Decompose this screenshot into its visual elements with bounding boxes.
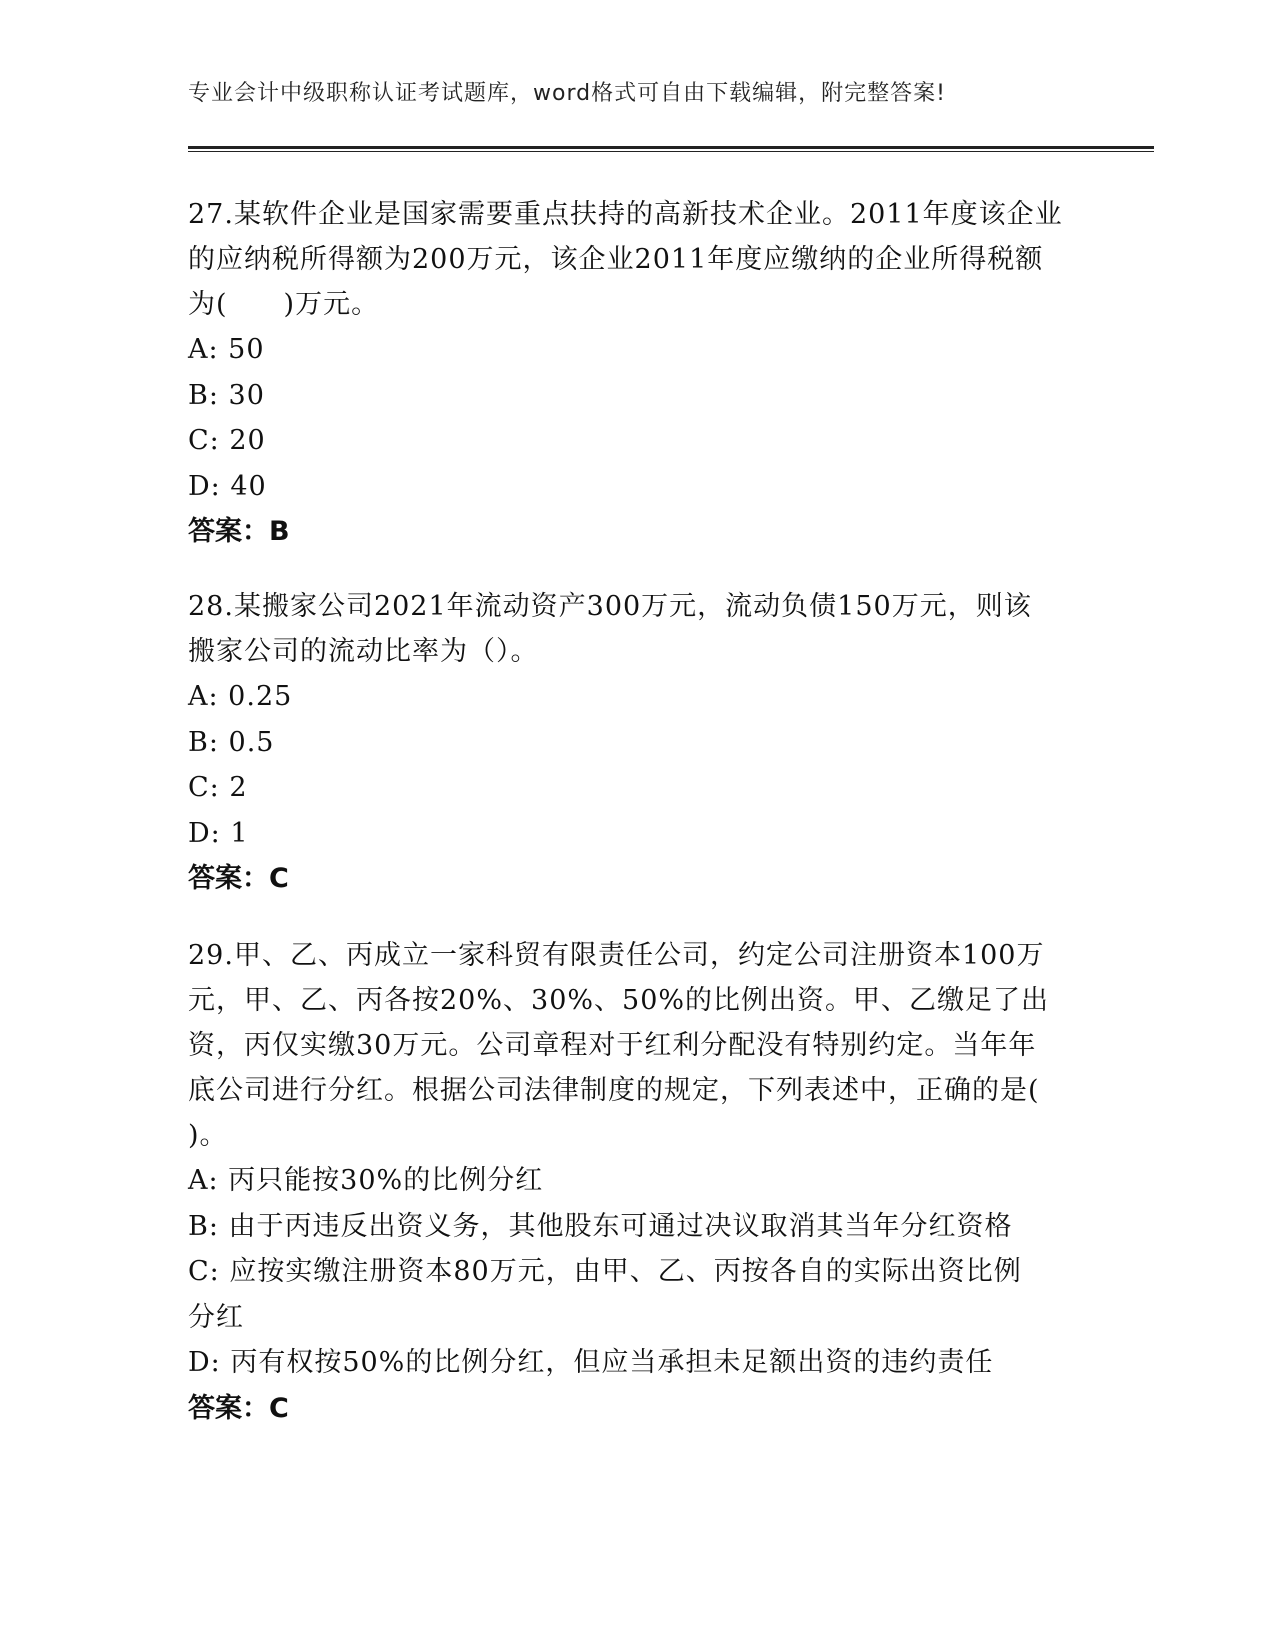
header-rule-thick: [188, 146, 1154, 149]
option-d: D: 40: [188, 470, 267, 502]
option-a: A: 丙只能按30%的比例分红: [188, 1165, 544, 1196]
question-line: 为( )万元。: [188, 289, 380, 320]
option-c: C: 20: [188, 425, 266, 456]
question-line: 资，丙仅实缴30万元。公司章程对于红利分配没有特别约定。当年年: [188, 1030, 1037, 1061]
option-a: A: 50: [188, 334, 265, 365]
option-b: B: 0.5: [188, 726, 275, 758]
question-28: [188, 584, 1088, 902]
question-line: 底公司进行分红。根据公司法律制度的规定，下列表述中，正确的是(: [188, 1075, 1040, 1106]
question-29: [188, 933, 1088, 1431]
answer: 答案：B: [188, 516, 290, 547]
question-line: 27.某软件企业是国家需要重点扶持的高新技术企业。2011年度该企业: [188, 199, 1063, 230]
option-c: C: 2: [188, 772, 248, 803]
option-c-continued: 分红: [188, 1301, 244, 1333]
question-line: 28.某搬家公司2021年流动资产300万元，流动负债150万元，则该: [188, 591, 1032, 622]
question-27: [188, 192, 1088, 555]
header-rule-thin: [188, 151, 1154, 152]
option-d: D: 1: [188, 817, 249, 849]
question-line: 的应纳税所得额为200万元，该企业2011年度应缴纳的企业所得税额: [188, 244, 1044, 275]
question-line: 元，甲、乙、丙各按20%、30%、50%的比例出资。甲、乙缴足了出: [188, 985, 1050, 1016]
option-b: B: 由于丙违反出资义务，其他股东可通过决议取消其当年分红资格: [188, 1210, 1013, 1242]
option-b: B: 30: [188, 379, 265, 411]
question-line: )。: [188, 1120, 228, 1151]
page-header: 专业会计中级职称认证考试题库，word格式可自由下载编辑，附完整答案!: [188, 81, 946, 106]
option-a: A: 0.25: [188, 681, 293, 712]
option-d: D: 丙有权按50%的比例分红，但应当承担未足额出资的违约责任: [188, 1347, 994, 1378]
question-line: 29.甲、乙、丙成立一家科贸有限责任公司，约定公司注册资本100万: [188, 940, 1045, 971]
answer: 答案：C: [188, 863, 289, 894]
answer: 答案：C: [188, 1392, 289, 1424]
question-line: 搬家公司的流动比率为（）。: [188, 636, 539, 667]
option-c: C: 应按实缴注册资本80万元，由甲、乙、丙按各自的实际出资比例: [188, 1256, 1022, 1287]
